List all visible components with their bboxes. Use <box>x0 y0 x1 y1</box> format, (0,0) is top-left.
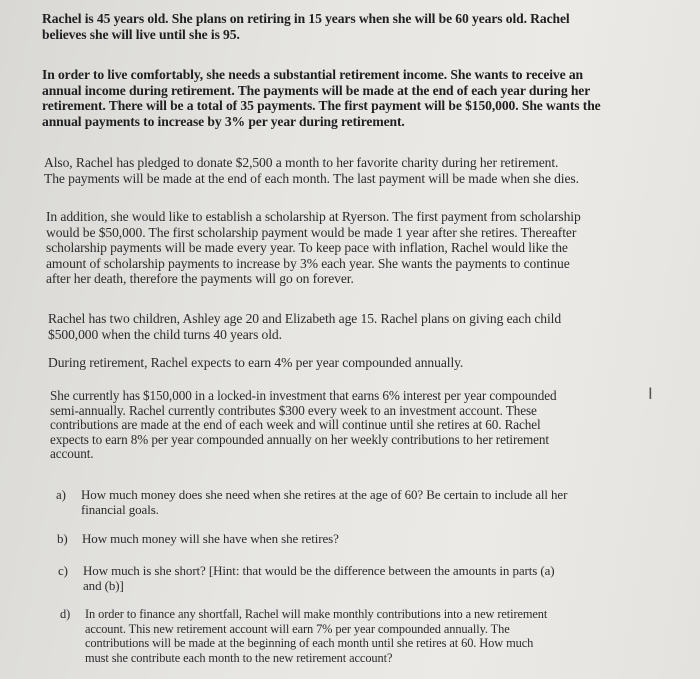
text-line: contributions will be made at the beginning of each month until she retires at 60. How much <box>85 636 534 650</box>
text-line: scholarship payments will be made every year. To keep pace with inflation, Rachel would like the <box>46 240 568 256</box>
question-text <box>81 487 567 517</box>
text-line: She currently has $150,000 in a locked-in investment that earns 6% interest per year compounded <box>50 388 557 403</box>
text-line: financial goals. <box>81 502 159 517</box>
current-savings-paragraph <box>50 389 557 462</box>
text-line: after her death, therefore the payments will go on forever. <box>46 271 354 287</box>
text-line: contributions are made at the end of each week and will continue until she retires at 60. Rachel <box>50 417 541 433</box>
question-marker: d) <box>60 607 71 621</box>
intro-paragraph <box>42 11 570 42</box>
text-line: believes she will live until she is 95. <box>42 26 240 42</box>
question-text <box>82 531 339 546</box>
question-b <box>57 531 657 547</box>
question-d <box>60 607 660 671</box>
text-line: Rachel has two children, Ashley age 20 and Elizabeth age 15. Rachel plans on giving each child <box>48 311 562 326</box>
text-line: account. <box>50 446 94 462</box>
text-line: How much money will she have when she retires? <box>82 531 339 546</box>
question-marker: a) <box>56 487 66 502</box>
text-line: expects to earn 8% per year compounded annually on her weekly contributions to her retirement <box>50 431 549 447</box>
text-line: account. This new retirement account will earn 7% per year compounded annually. The <box>85 621 510 636</box>
text-line: How much money does she need when she retires at the age of 60? Be certain to include all her <box>81 487 568 502</box>
question-text <box>85 607 547 665</box>
text-line: Also, Rachel has pledged to donate $2,500 a month to her favorite charity during her retirement. <box>44 155 559 170</box>
text-line: The payments will be made at the end of each month. The last payment will be made when she dies. <box>44 170 579 186</box>
text-line: must she contribute each month to the new retirement account? <box>85 650 393 665</box>
question-c <box>58 563 658 595</box>
scholarship-paragraph <box>46 209 581 287</box>
text-cursor-icon: I <box>648 384 653 403</box>
text-line: retirement. There will be a total of 35 payments. The first payment will be $150,000. She wants the <box>42 98 601 114</box>
question-text <box>83 563 555 593</box>
text-line: semi-annually. Rachel currently contributes $300 every week to an investment account. These <box>50 402 537 418</box>
retirement-income-paragraph <box>42 67 601 129</box>
text-line: In order to finance any shortfall, Rachel will make monthly contributions into a new retirement <box>85 607 548 621</box>
question-marker: b) <box>57 531 68 546</box>
children-paragraph <box>48 311 561 342</box>
text-line: In order to live comfortably, she needs a substantial retirement income. She wants to receive an <box>42 67 584 82</box>
text-line: annual payments to increase by 3% per year during retirement. <box>42 113 405 129</box>
text-line: During retirement, Rachel expects to earn 4% per year compounded annually. <box>48 355 464 370</box>
text-line: would be $50,000. The first scholarship payment would be made 1 year after she retires. Thereafter <box>46 224 577 240</box>
text-line: $500,000 when the child turns 40 years old. <box>48 326 282 342</box>
retirement-rate-paragraph <box>48 355 463 371</box>
text-line: In addition, she would like to establish a scholarship at Ryerson. The first payment from scholarship <box>46 209 581 224</box>
charity-paragraph <box>44 155 579 186</box>
text-line: annual income during retirement. The payments will be made at the end of each year during her <box>42 82 591 98</box>
text-line: and (b)] <box>83 578 124 593</box>
question-marker: c) <box>58 563 68 578</box>
question-a <box>56 487 656 519</box>
text-line: amount of scholarship payments to increase by 3% each year. She wants the payments to continue <box>46 255 570 271</box>
text-line: Rachel is 45 years old. She plans on retiring in 15 years when she will be 60 years old. Rachel <box>42 11 570 26</box>
text-line: How much is she short? [Hint: that would be the difference between the amounts in parts (a) <box>83 563 555 578</box>
